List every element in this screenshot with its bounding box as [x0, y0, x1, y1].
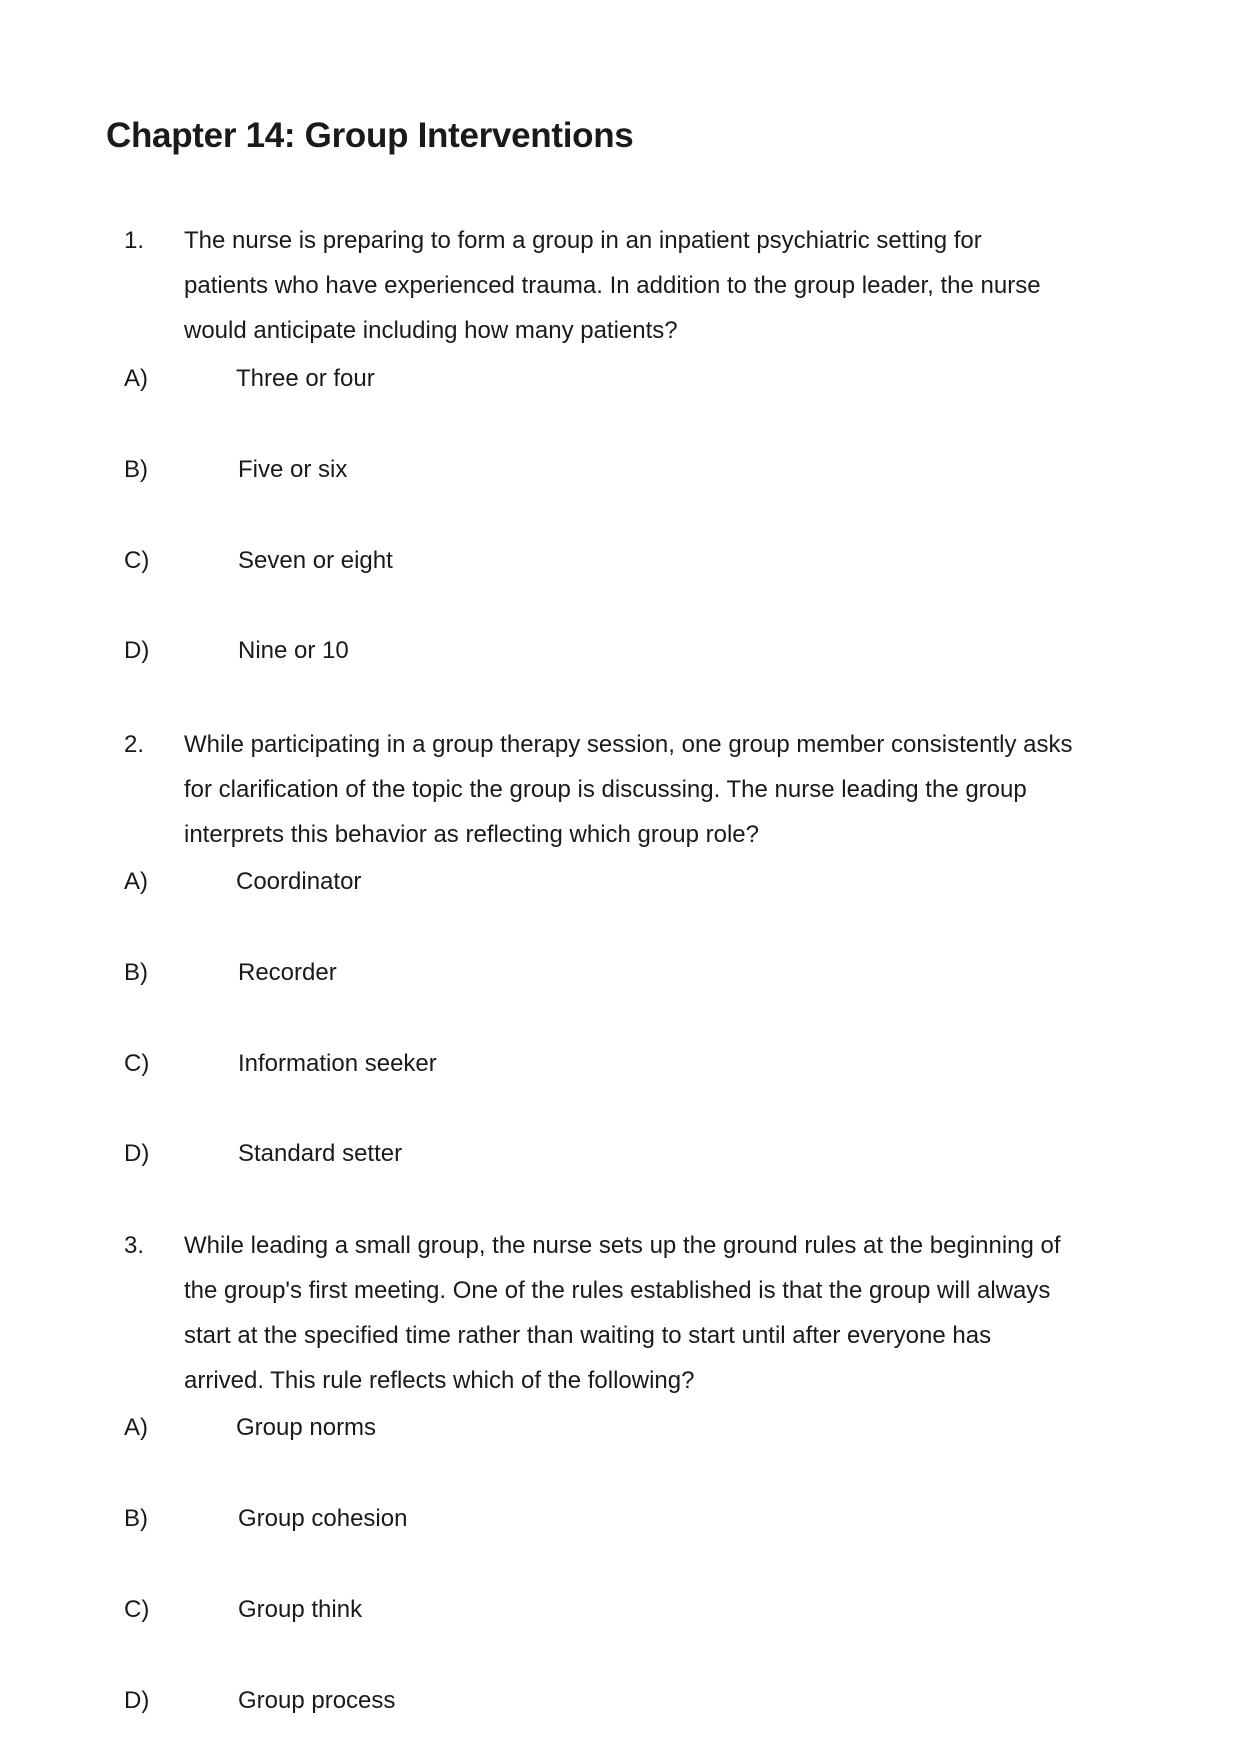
option-text: Information seeker	[238, 1050, 437, 1077]
option-letter: C)	[124, 1050, 150, 1077]
option-letter: C)	[124, 547, 150, 574]
option-letter: A)	[124, 868, 148, 895]
question-text: While participating in a group therapy session, one group member consistently asks for clarification of the topic the group is discussing. The nurse leading the group interprets this behavior as reflecting which group role?	[184, 731, 1073, 848]
option-text: Group norms	[236, 1414, 377, 1441]
option-letter: D)	[124, 1140, 150, 1167]
option-letter: A)	[124, 365, 148, 392]
question-text: While leading a small group, the nurse sets up the ground rules at the beginning of the group's first meeting. One of the rules established is that the group will always start at the specified time rather than waiting to start until after everyone has arrived. This rule reflects which of the following?	[184, 1232, 1061, 1394]
option-text: Coordinator	[236, 868, 362, 895]
option-text: Standard setter	[238, 1140, 403, 1167]
option-text: Recorder	[238, 959, 337, 986]
option-text: Group think	[238, 1596, 363, 1623]
option-letter: B)	[124, 959, 148, 986]
question-number: 1.	[124, 227, 145, 254]
option-letter: A)	[124, 1414, 148, 1441]
option-text: Nine or 10	[238, 637, 349, 664]
option-letter: B)	[124, 456, 148, 483]
option-text: Five or six	[238, 456, 348, 483]
option-letter: D)	[124, 1687, 150, 1714]
option-letter: B)	[124, 1505, 148, 1532]
question-number: 3.	[124, 1232, 145, 1259]
option-text: Group process	[238, 1687, 396, 1714]
option-text: Group cohesion	[238, 1505, 408, 1532]
question-number: 2.	[124, 731, 145, 758]
option-text: Three or four	[236, 365, 375, 392]
chapter-title: Chapter 14: Group Interventions	[106, 116, 634, 155]
question-text: The nurse is preparing to form a group in an inpatient psychiatric setting for patients who have experienced trauma. In addition to the group leader, the nurse would anticipate including how many patients?	[184, 227, 1041, 344]
option-letter: D)	[124, 637, 150, 664]
option-text: Seven or eight	[238, 547, 393, 574]
option-letter: C)	[124, 1596, 150, 1623]
